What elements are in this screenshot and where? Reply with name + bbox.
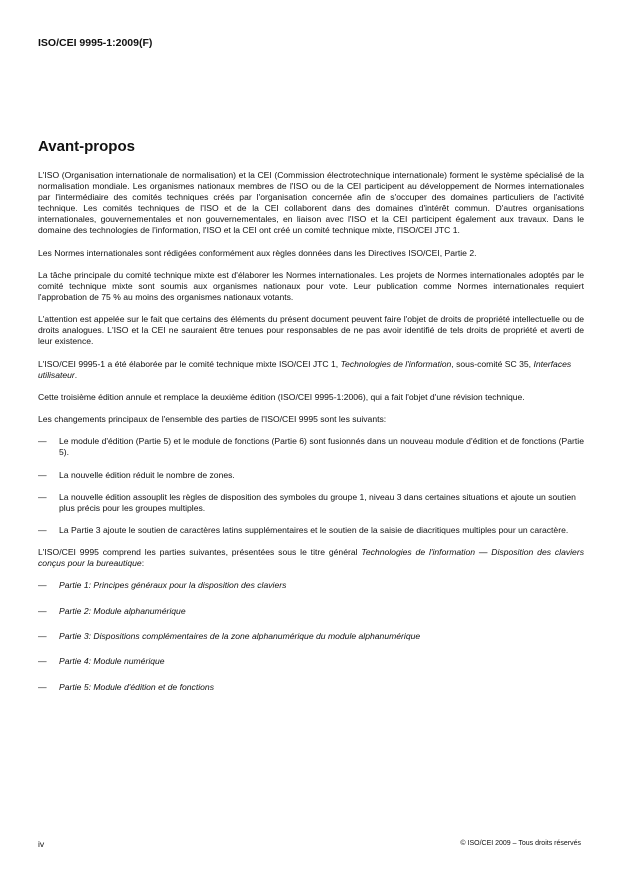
- subcommittee-title: Interfaces utilisateur: [38, 358, 572, 380]
- page-number: iv: [38, 839, 45, 849]
- dash-bullet: —: [38, 656, 47, 667]
- text-span: , sous-comité SC 35,: [451, 358, 534, 369]
- dash-bullet: —: [38, 580, 47, 591]
- list-item-text: Le module d'édition (Partie 5) et le module de fonctions (Partie 6) sont fusionnés dans un nouveau module d'édition et de fonctions (Partie 5).: [59, 436, 584, 458]
- dash-bullet: —: [38, 491, 47, 502]
- list-item: [38, 436, 584, 458]
- list-item-text: Partie 4: Module numérique: [59, 656, 165, 667]
- list-item-text: Partie 3: Dispositions complémentaires de la zone alphanumérique du module alphanumérique: [59, 631, 421, 642]
- list-item: [38, 656, 584, 667]
- paragraph-patent-rights: L'attention est appelée sur le fait que certains des éléments du présent document peuvent faire l'objet de droits de propriété intellectuelle ou de droits analogues. L'ISO et la CEI ne sauraient être tenues pour responsables de ne pas avoir identifié de tels droits de propriété et averti de leur existence.: [38, 314, 584, 347]
- list-item-text: La nouvelle édition assouplit les règles de disposition des symboles du groupe 1, niveau 3 dans certaines situations et ajoute un soutien plus précis pour les groupes multiples.: [59, 491, 576, 513]
- foreword-body: [38, 170, 584, 707]
- dash-bullet: —: [38, 631, 47, 642]
- dash-bullet: —: [38, 525, 47, 535]
- changes-list: [38, 436, 584, 536]
- general-title: Technologies de l'information — Disposition des claviers conçus pour la bureautique: [38, 547, 584, 569]
- copyright-notice: © ISO/CEI 2009 – Tous droits réservés: [460, 840, 581, 847]
- committee-title: Technologies de l'information: [340, 358, 452, 369]
- dash-bullet: —: [38, 605, 47, 616]
- text-span: .: [74, 369, 78, 380]
- document-id-header: ISO/CEI 9995-1:2009(F): [38, 37, 153, 49]
- list-item: [38, 631, 584, 642]
- paragraph-edition: Cette troisième édition annule et remplace la deuxième édition (ISO/CEI 9995-1:2006), qui a fait l'objet d'une révision technique.: [38, 391, 525, 402]
- paragraph-main-task: La tâche principale du comité technique mixte est d'élaborer les Normes internationales. Les projets de Normes internationales adoptés par le comité technique mixte sont soumis aux organismes nationaux pour vote. Leur publication comme Normes internationales requiert l'approbation de 75 % au moins des organismes nationaux votants.: [38, 269, 584, 303]
- paragraph-changes-intro: Les changements principaux de l'ensemble des parties de l'ISO/CEI 9995 sont les suivants:: [38, 414, 387, 425]
- text-span: L'ISO/CEI 9995-1 a été élaborée par le comité technique mixte ISO/CEI JTC 1,: [38, 358, 341, 369]
- list-item: [38, 606, 584, 617]
- dash-bullet: —: [38, 681, 47, 692]
- list-item: [38, 470, 584, 481]
- paragraph-directives: Les Normes internationales sont rédigées conformément aux règles données dans les Directives ISO/CEI, Partie 2.: [38, 247, 477, 258]
- section-title: Avant-propos: [38, 138, 135, 155]
- list-item-text: La nouvelle édition réduit le nombre de zones.: [59, 469, 235, 480]
- list-item: [38, 492, 584, 514]
- list-item-text: La Partie 3 ajoute le soutien de caractères latins supplémentaires et le soutien de la saisie de diacritiques multiples pour un caractère.: [59, 525, 569, 535]
- list-item-text: Partie 1: Principes généraux pour la disposition des claviers: [59, 580, 287, 591]
- list-item: [38, 580, 584, 591]
- dash-bullet: —: [38, 469, 47, 480]
- paragraph-parts-intro: [38, 547, 584, 569]
- parts-list: [38, 580, 584, 692]
- paragraph-organisations: L'ISO (Organisation internationale de normalisation) et la CEI (Commission électrotechnique internationale) forment le système spécialisé de la normalisation mondiale. Les organismes nationaux membres de l'ISO ou de la CEI participent au développement de Normes internationales par l'intermédiaire des comités techniques créés par l'organisation concernée afin de s'occuper des domaines particuliers de l'activité technique. Les comités techniques de l'ISO et de la CEI collaborent dans des domaines d'intérêt commun. D'autres organisations internationales, gouvernementales et non gouvernementales, en liaison avec l'ISO et la CEI participent également aux travaux. Dans le domaine des technologies de l'information, l'ISO et la CEI ont créé un comité technique mixte, l'ISO/CEI JTC 1.: [38, 170, 584, 236]
- list-item: [38, 682, 584, 693]
- paragraph-prepared-by: [38, 359, 584, 381]
- dash-bullet: —: [38, 436, 47, 447]
- list-item-text: Partie 5: Module d'édition et de fonctions: [59, 681, 214, 692]
- list-item-text: Partie 2: Module alphanumérique: [59, 605, 186, 616]
- list-item: [38, 525, 584, 536]
- text-span: L'ISO/CEI 9995 comprend les parties suivantes, présentées sous le titre général: [38, 547, 362, 558]
- text-span: :: [141, 558, 145, 569]
